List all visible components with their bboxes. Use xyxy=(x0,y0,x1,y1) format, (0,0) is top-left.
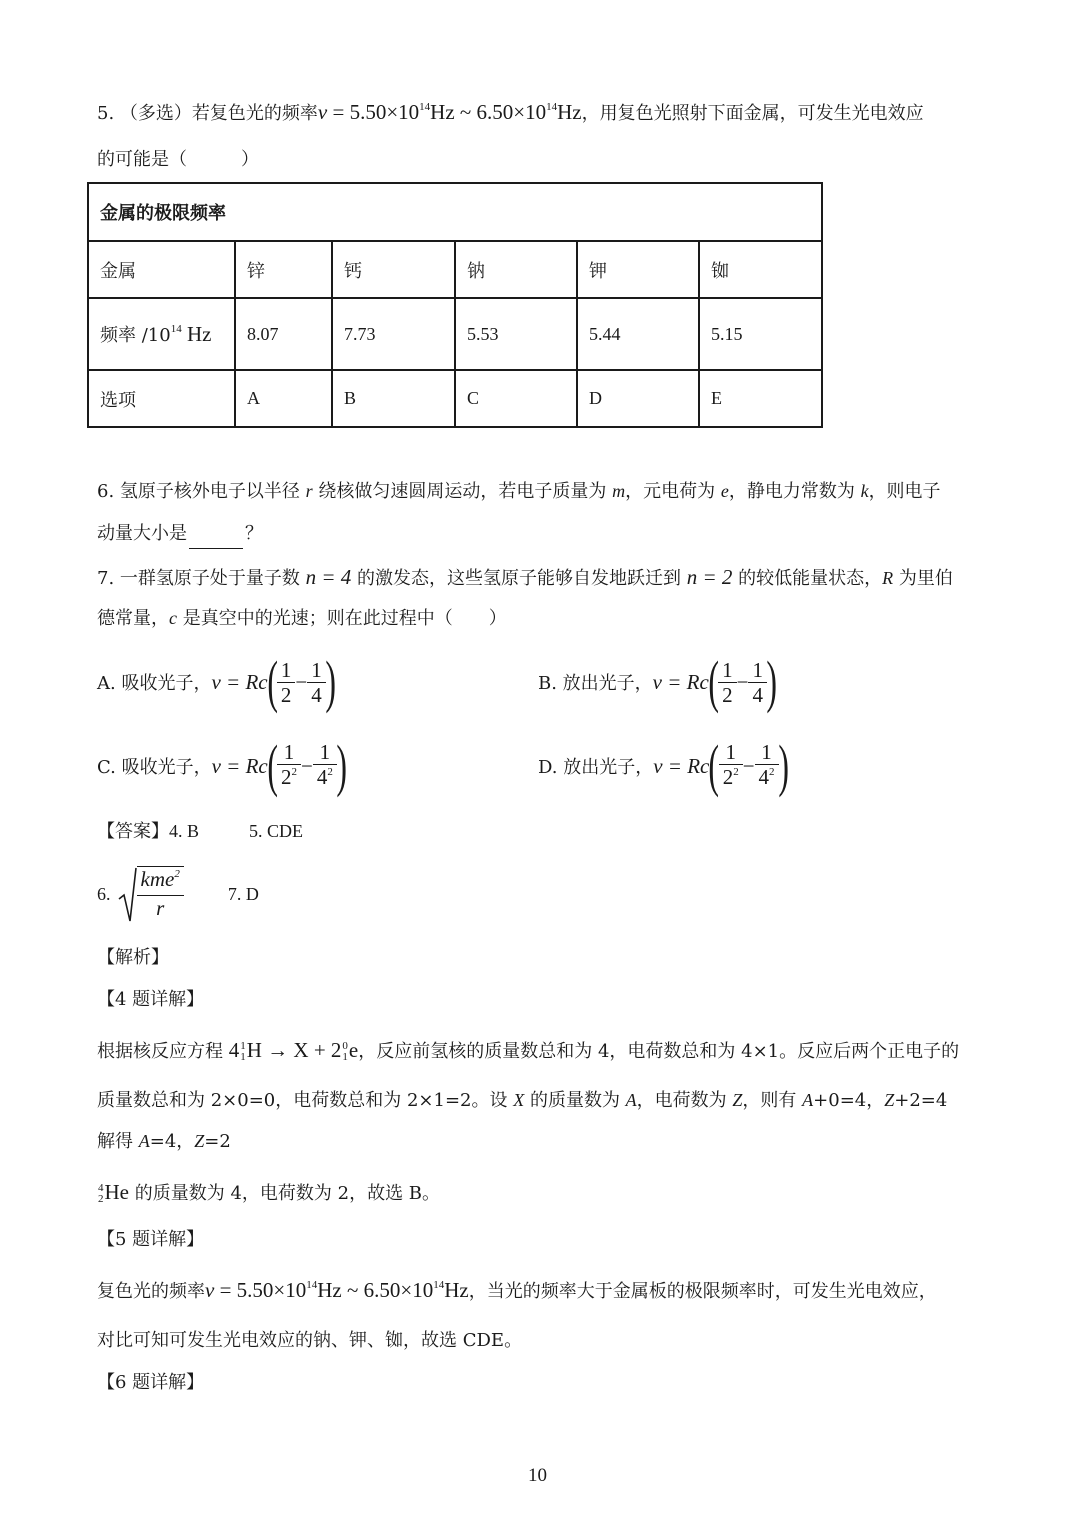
q6-text: ，静电力常数为 xyxy=(728,481,861,502)
analysis-p4 xyxy=(97,1176,440,1210)
analysis-text: 的质量数为 4，电荷数为 2，故选 B。 xyxy=(129,1183,441,1204)
var-A: A xyxy=(625,1090,637,1110)
table-cell: 选项 xyxy=(88,370,235,427)
numerator: 1 xyxy=(277,740,301,765)
formula-prefix: ν = Rc xyxy=(211,669,268,694)
answer-6-label: 6. xyxy=(97,883,111,904)
charge-number: 1 xyxy=(240,1051,246,1064)
n-equals-2: n = 2 xyxy=(686,565,733,589)
exp: 14 xyxy=(306,1279,318,1291)
table-title: 金属的极限频率 xyxy=(88,183,822,241)
left-paren: ( xyxy=(708,733,720,798)
metal-frequency-table xyxy=(87,182,823,428)
nu-symbol: ν xyxy=(317,100,328,124)
var-c: c xyxy=(169,608,177,628)
denominator: 4 xyxy=(752,682,763,707)
fraction xyxy=(718,658,737,707)
table-cell: E xyxy=(699,370,822,427)
analysis-text: =4， xyxy=(149,1131,195,1152)
exponent: 2 xyxy=(733,765,739,778)
q7-text: 是真空中的光速；则在此过程中（ ） xyxy=(177,608,507,629)
var-R: R xyxy=(882,568,894,588)
q5-text: 5. （多选）若复色光的频率 xyxy=(97,103,318,124)
q4-detail-heading: 【4 题详解】 xyxy=(97,989,205,1010)
minus: − xyxy=(736,669,749,694)
q5-hz1: Hz xyxy=(430,100,455,124)
numerator: 1 xyxy=(748,658,767,683)
denominator-base: 4 xyxy=(316,764,328,789)
mass-number: 4 xyxy=(98,1182,104,1195)
var-e: e xyxy=(720,481,729,501)
q6-text: 动量大小是 xyxy=(97,523,187,544)
numerator: 1 xyxy=(718,658,737,683)
table-cell: 钙 xyxy=(332,241,455,298)
right-paren: ) xyxy=(766,649,777,714)
q7-text: 7. 一群氢原子处于量子数 xyxy=(97,568,306,589)
formula-prefix: ν = Rc xyxy=(653,753,710,778)
table-row-frequency xyxy=(88,298,822,370)
table-cell: D xyxy=(577,370,699,427)
table-cell: 5.44 xyxy=(577,298,699,370)
q5-exp1: 14 xyxy=(419,101,431,113)
q5-tilde: ~ 6.50×10 xyxy=(454,100,547,124)
formula-prefix: ν = Rc xyxy=(652,669,709,694)
q7-text: 的激发态，这些氢原子能够自发地跃迁到 xyxy=(351,568,687,589)
analysis-p5 xyxy=(97,1274,937,1310)
analysis-text: 解得 xyxy=(97,1131,139,1152)
q7-line2 xyxy=(97,604,507,633)
analysis-text: +2=4 xyxy=(894,1090,948,1111)
numerator-base: kme xyxy=(140,867,175,891)
denominator: 4 xyxy=(311,682,322,707)
freq-label: 频率 /10 xyxy=(100,325,171,346)
answer-line-1 xyxy=(97,817,303,846)
analysis-text: ，反应前氢核的质量数总和为 4，电荷数总和为 4×1。反应后两个正电子的 xyxy=(358,1041,960,1062)
table-cell: C xyxy=(455,370,577,427)
var-A: A xyxy=(138,1131,150,1151)
analysis-label: 【解析】 xyxy=(97,947,169,968)
q5-hz2: Hz xyxy=(557,100,582,124)
var-m: m xyxy=(612,481,626,501)
numerator: 1 xyxy=(755,740,779,765)
right-paren: ) xyxy=(336,733,347,798)
option-label: C. 吸收光子， xyxy=(97,757,212,778)
analysis-text: 质量数总和为 2×0=0，电荷数总和为 2×1=2。设 xyxy=(97,1090,514,1111)
left-paren: ( xyxy=(266,649,278,714)
numerator: 1 xyxy=(277,658,296,683)
table-row-option xyxy=(88,370,822,427)
analysis-p1 xyxy=(97,1034,959,1068)
helium-symbol: He xyxy=(104,1180,129,1204)
fraction xyxy=(719,740,743,793)
option-label: A. 吸收光子， xyxy=(97,673,212,694)
hydrogen-symbol: H xyxy=(246,1038,262,1062)
table-cell: A xyxy=(235,370,332,427)
denominator xyxy=(313,765,337,793)
fraction xyxy=(307,658,326,707)
denominator-base: 4 xyxy=(758,764,770,789)
charge-number: 2 xyxy=(98,1193,104,1206)
table-cell: 铷 xyxy=(699,241,822,298)
sqrt-radical-icon xyxy=(117,865,137,923)
sqrt-fraction xyxy=(137,866,184,920)
positron-symbol: e xyxy=(348,1038,359,1062)
q6-text: ，元电荷为 xyxy=(625,481,721,502)
option-c xyxy=(97,733,347,798)
q5-line1 xyxy=(97,96,924,128)
answer-blank xyxy=(189,520,243,549)
nuclide-indices xyxy=(342,1041,348,1063)
table-cell: 钠 xyxy=(455,241,577,298)
numerator xyxy=(137,867,184,896)
var-X: X xyxy=(513,1090,525,1110)
right-paren: ) xyxy=(325,649,336,714)
page-number: 10 xyxy=(528,1465,547,1486)
q6-line1 xyxy=(97,477,941,506)
q5-suffix: ，用复色光照射下面金属，可发生光电效应 xyxy=(581,103,924,124)
analysis-text: ，电荷数为 xyxy=(636,1090,733,1111)
table-cell: 5.53 xyxy=(455,298,577,370)
table-title-row xyxy=(88,183,822,241)
var-k: k xyxy=(860,481,869,501)
var-r: r xyxy=(305,481,313,501)
denominator xyxy=(719,765,743,793)
q6-text: ，则电子 xyxy=(868,481,941,502)
coefficient: 4 xyxy=(228,1038,240,1062)
q5-line2: 的可能是（ ） xyxy=(97,149,259,170)
q5-eq: = 5.50×10 xyxy=(214,1278,307,1302)
denominator-base: 2 xyxy=(281,764,292,789)
minus: − xyxy=(742,753,755,778)
var-Z: Z xyxy=(732,1090,743,1110)
answer-7: 7. D xyxy=(227,883,259,904)
denominator xyxy=(755,765,779,793)
exponent: 2 xyxy=(327,765,333,778)
numerator: 1 xyxy=(313,740,337,765)
table-row-metal xyxy=(88,241,822,298)
analysis-text: 复色光的频率 xyxy=(97,1281,205,1302)
option-d xyxy=(538,733,789,798)
numerator: 1 xyxy=(719,740,743,765)
fraction xyxy=(755,740,779,793)
var-Z: Z xyxy=(194,1131,205,1151)
option-b xyxy=(538,649,777,714)
q5-exp2: 14 xyxy=(546,101,558,113)
fraction xyxy=(277,740,301,793)
analysis-p2 xyxy=(97,1086,947,1115)
denominator-base: 2 xyxy=(722,764,734,789)
minus: − xyxy=(301,753,313,778)
answer-label: 【答案】 xyxy=(97,821,169,842)
fraction xyxy=(313,740,337,793)
answer-4: 4. B xyxy=(169,821,200,841)
denominator: r xyxy=(156,896,165,920)
fraction xyxy=(748,658,767,707)
table-cell: 5.15 xyxy=(699,298,822,370)
exponent: 2 xyxy=(769,765,775,778)
helium-nuclide xyxy=(97,1180,129,1204)
exponent: 2 xyxy=(291,765,298,778)
exponent: 2 xyxy=(174,868,180,880)
answer-line-2 xyxy=(97,864,259,924)
nu-symbol: ν xyxy=(205,1278,215,1302)
table-cell: 锌 xyxy=(235,241,332,298)
numerator: 1 xyxy=(307,658,326,683)
table-cell: 金属 xyxy=(88,241,235,298)
table-cell: B xyxy=(332,370,455,427)
denominator xyxy=(277,765,301,793)
analysis-p3 xyxy=(97,1127,231,1156)
hz: Hz xyxy=(317,1278,342,1302)
table-cell: 钾 xyxy=(577,241,699,298)
q5-eq: = 5.50×10 xyxy=(327,100,420,124)
q7-text: 为里伯 xyxy=(893,568,953,589)
q7-text: 德常量， xyxy=(97,608,169,629)
freq-exp: 14 xyxy=(170,323,182,335)
option-label: D. 放出光子， xyxy=(538,757,654,778)
table-cell: 7.73 xyxy=(332,298,455,370)
right-paren: ) xyxy=(777,733,789,798)
denominator: 2 xyxy=(280,682,292,707)
nuclear-equation xyxy=(229,1038,359,1062)
q6-detail-heading: 【6 题详解】 xyxy=(97,1372,205,1393)
nuclide-indices xyxy=(240,1041,246,1063)
analysis-text: 根据核反应方程 xyxy=(97,1041,229,1062)
n-equals-4: n = 4 xyxy=(305,565,352,589)
analysis-p6: 对比可知可发生光电效应的钠、钾、铷，故选 CDE。 xyxy=(97,1330,523,1351)
var-A: A xyxy=(802,1090,814,1110)
analysis-text: ，当光的频率大于金属板的极限频率时，可发生光电效应， xyxy=(468,1281,937,1302)
answer-5: 5. CDE xyxy=(249,821,304,841)
hz: Hz xyxy=(444,1278,469,1302)
coefficient: 2 xyxy=(330,1038,342,1062)
mass-number: 1 xyxy=(240,1040,246,1053)
minus: − xyxy=(295,669,308,694)
denominator: 2 xyxy=(722,682,733,707)
fraction xyxy=(277,658,296,707)
reaction-arrow: → X + xyxy=(261,1038,331,1062)
q6-line2 xyxy=(97,519,263,549)
q6-text: 绕核做匀速圆周运动，若电子质量为 xyxy=(312,481,613,502)
q5-detail-heading: 【5 题详解】 xyxy=(97,1229,205,1250)
tilde: ~ 6.50×10 xyxy=(341,1278,434,1302)
option-a xyxy=(97,649,336,714)
option-label: B. 放出光子， xyxy=(538,673,653,694)
q6-text: 6. 氢原子核外电子以半径 xyxy=(97,481,306,502)
nuclide-indices xyxy=(98,1183,104,1205)
analysis-text: +0=4， xyxy=(813,1090,885,1111)
mass-number: 0 xyxy=(342,1040,348,1053)
charge-number: 1 xyxy=(342,1051,348,1064)
var-Z: Z xyxy=(884,1090,895,1110)
table-cell-frequency-label xyxy=(88,298,235,370)
q7-line1 xyxy=(97,562,953,594)
analysis-text: 的质量数为 xyxy=(524,1090,626,1111)
freq-unit: Hz xyxy=(181,322,212,346)
formula-prefix: ν = Rc xyxy=(211,753,268,778)
analysis-text: =2 xyxy=(204,1131,231,1152)
left-paren: ( xyxy=(267,733,278,798)
table-cell: 8.07 xyxy=(235,298,332,370)
exp: 14 xyxy=(433,1279,445,1291)
analysis-text: ，则有 xyxy=(742,1090,803,1111)
question-mark: ？ xyxy=(245,523,263,543)
q7-text: 的较低能量状态， xyxy=(732,568,883,589)
left-paren: ( xyxy=(708,649,719,714)
